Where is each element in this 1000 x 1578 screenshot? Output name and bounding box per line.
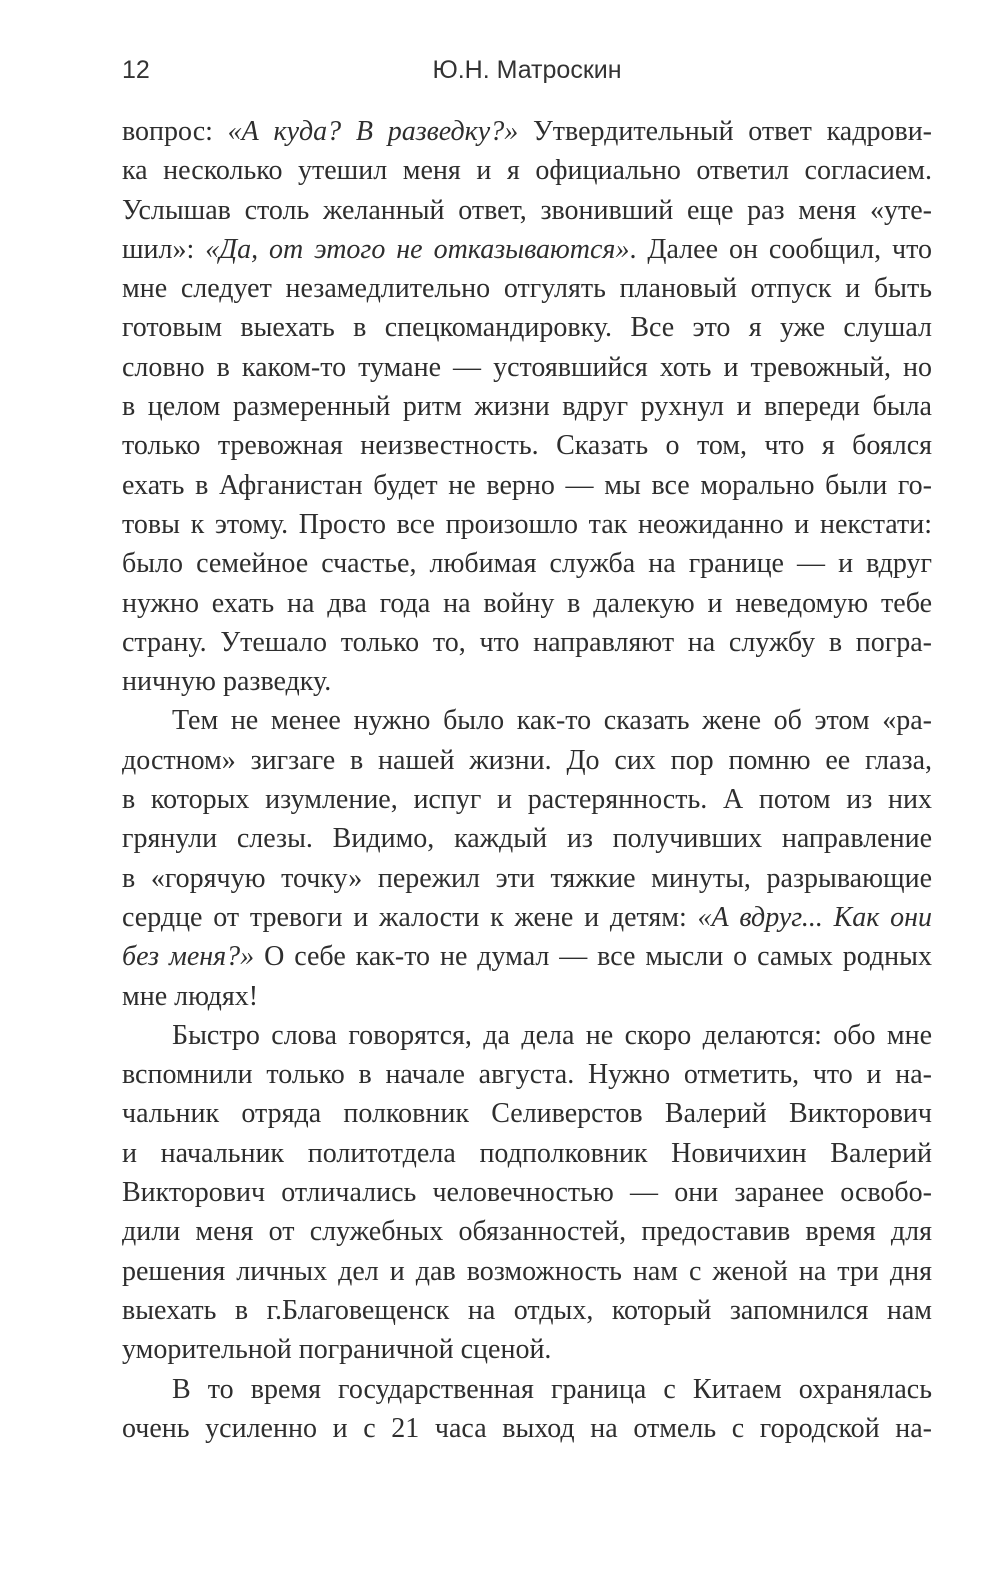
text-line: [122, 426, 932, 465]
text-run: О себе как-то не думал — все мысли о самых родных: [254, 941, 932, 973]
text-line: [122, 819, 932, 858]
paragraph: [122, 1370, 932, 1449]
text-run: чальник отряда полковник Селиверстов Валерий Викторович: [122, 1098, 932, 1130]
text-line: [122, 1134, 932, 1173]
paragraph: [122, 1016, 932, 1370]
text-line: [122, 466, 932, 505]
text-run: мне людях!: [122, 980, 259, 1012]
italic-quote: без меня?»: [122, 941, 255, 973]
text-line: [122, 1016, 932, 1055]
text-line: [122, 623, 932, 662]
text-run: дили меня от служебных обязанностей, предоставив время для: [122, 1216, 932, 1248]
text-run: достном» зигзаге в нашей жизни. До сих пор помню ее глаза,: [122, 744, 932, 776]
text-line: [122, 859, 932, 898]
italic-quote: «А куда? В разведку?»: [227, 116, 519, 147]
text-line: [122, 780, 932, 819]
page-header: [122, 56, 932, 96]
text-run: ехать в Афганистан будет не верно — мы все морально были го-: [122, 469, 932, 501]
text-run: вопрос:: [122, 116, 228, 147]
text-run: Утвердительный ответ кадрови-: [518, 116, 933, 147]
text-line: [122, 1252, 932, 1291]
text-run: в которых изумление, испуг и растерянность. А потом из них: [122, 784, 932, 816]
running-head-author: Ю.Н. Матроскин: [432, 56, 622, 84]
text-line: [122, 1094, 932, 1133]
text-line: [122, 741, 932, 780]
text-line: [122, 1291, 932, 1330]
text-line: [122, 505, 932, 544]
text-run: Быстро слова говорятся, да дела не скоро делаются: обо мне: [172, 1019, 932, 1051]
text-line: [122, 348, 932, 387]
text-line: [122, 662, 932, 701]
text-line: [122, 898, 932, 937]
text-line: [122, 1330, 932, 1369]
text-line: [122, 308, 932, 347]
text-run: и начальник политотдела подполковник Новичихин Валерий: [122, 1137, 932, 1169]
text-line: [122, 544, 932, 583]
text-line: [122, 230, 932, 269]
text-line: [122, 584, 932, 623]
italic-quote: «Да, от этого не отказываются»: [205, 233, 630, 265]
text-run: только тревожная неизвестность. Сказать о том, что я боялся: [122, 430, 932, 462]
text-run: в «горячую точку» пережил эти тяжкие минуты, разрывающие: [122, 862, 932, 894]
text-run: ничную разведку.: [122, 666, 332, 698]
text-run: . Далее он сообщил, что: [629, 233, 933, 265]
text-line: [122, 1055, 932, 1094]
text-line: [122, 387, 932, 426]
paragraph: [122, 701, 932, 1015]
text-run: Викторович отличались человечностью — они заранее освобо-: [122, 1177, 932, 1209]
text-line: [122, 977, 932, 1016]
text-run: Услышав столь желанный ответ, звонивший еще раз меня «уте-: [122, 194, 932, 226]
text-line: [122, 112, 932, 151]
text-line: [122, 269, 932, 308]
text-line: [122, 1409, 932, 1448]
text-run: товы к этому. Просто все произошло так неожиданно и некстати:: [122, 508, 932, 540]
italic-quote: «А вдруг... Как они: [697, 901, 932, 933]
text-run: В то время государственная граница с Китаем охранялась: [172, 1373, 932, 1405]
text-run: словно в каком-то тумане — устоявшийся хоть и тревожный, но: [122, 351, 932, 383]
text-run: грянули слезы. Видимо, каждый из получивших направление: [122, 823, 932, 855]
text-run: Тем не менее нужно было как-то сказать жене об этом «ра-: [172, 705, 932, 737]
text-run: готовым выехать в спецкомандировку. Все это я уже слушал: [122, 312, 932, 344]
page-number: 12: [122, 56, 150, 84]
text-run: нужно ехать на два года на войну в далекую и неведомую тебе: [122, 587, 932, 619]
text-run: шил»:: [122, 233, 206, 265]
text-run: выехать в г.Благовещенск на отдых, который запомнился нам: [122, 1294, 932, 1326]
text-run: сердце от тревоги и жалости к жене и детям:: [122, 901, 698, 933]
text-line: [122, 1212, 932, 1251]
text-run: страну. Утешало только то, что направляют на службу в погра-: [122, 626, 932, 658]
text-run: было семейное счастье, любимая служба на границе — и вдруг: [122, 548, 932, 580]
text-line: [122, 701, 932, 740]
text-run: очень усиленно и с 21 часа выход на отмель с городской на-: [122, 1412, 932, 1444]
text-run: решения личных дел и дав возможность нам с женой на три дня: [122, 1255, 932, 1287]
text-line: [122, 1173, 932, 1212]
body-text: [122, 112, 932, 1448]
text-run: в целом размеренный ритм жизни вдруг рухнул и впереди была: [122, 391, 932, 423]
text-run: мне следует незамедлительно отгулять плановый отпуск и быть: [122, 273, 932, 305]
text-run: ка несколько утешил меня и я официально ответил согласием.: [122, 155, 932, 187]
text-run: вспомнили только в начале августа. Нужно отметить, что и на-: [122, 1059, 932, 1091]
paragraph: [122, 112, 932, 701]
text-line: [122, 191, 932, 230]
text-line: [122, 151, 932, 190]
text-line: [122, 937, 932, 976]
text-run: уморительной пограничной сценой.: [122, 1334, 552, 1366]
text-line: [122, 1370, 932, 1409]
